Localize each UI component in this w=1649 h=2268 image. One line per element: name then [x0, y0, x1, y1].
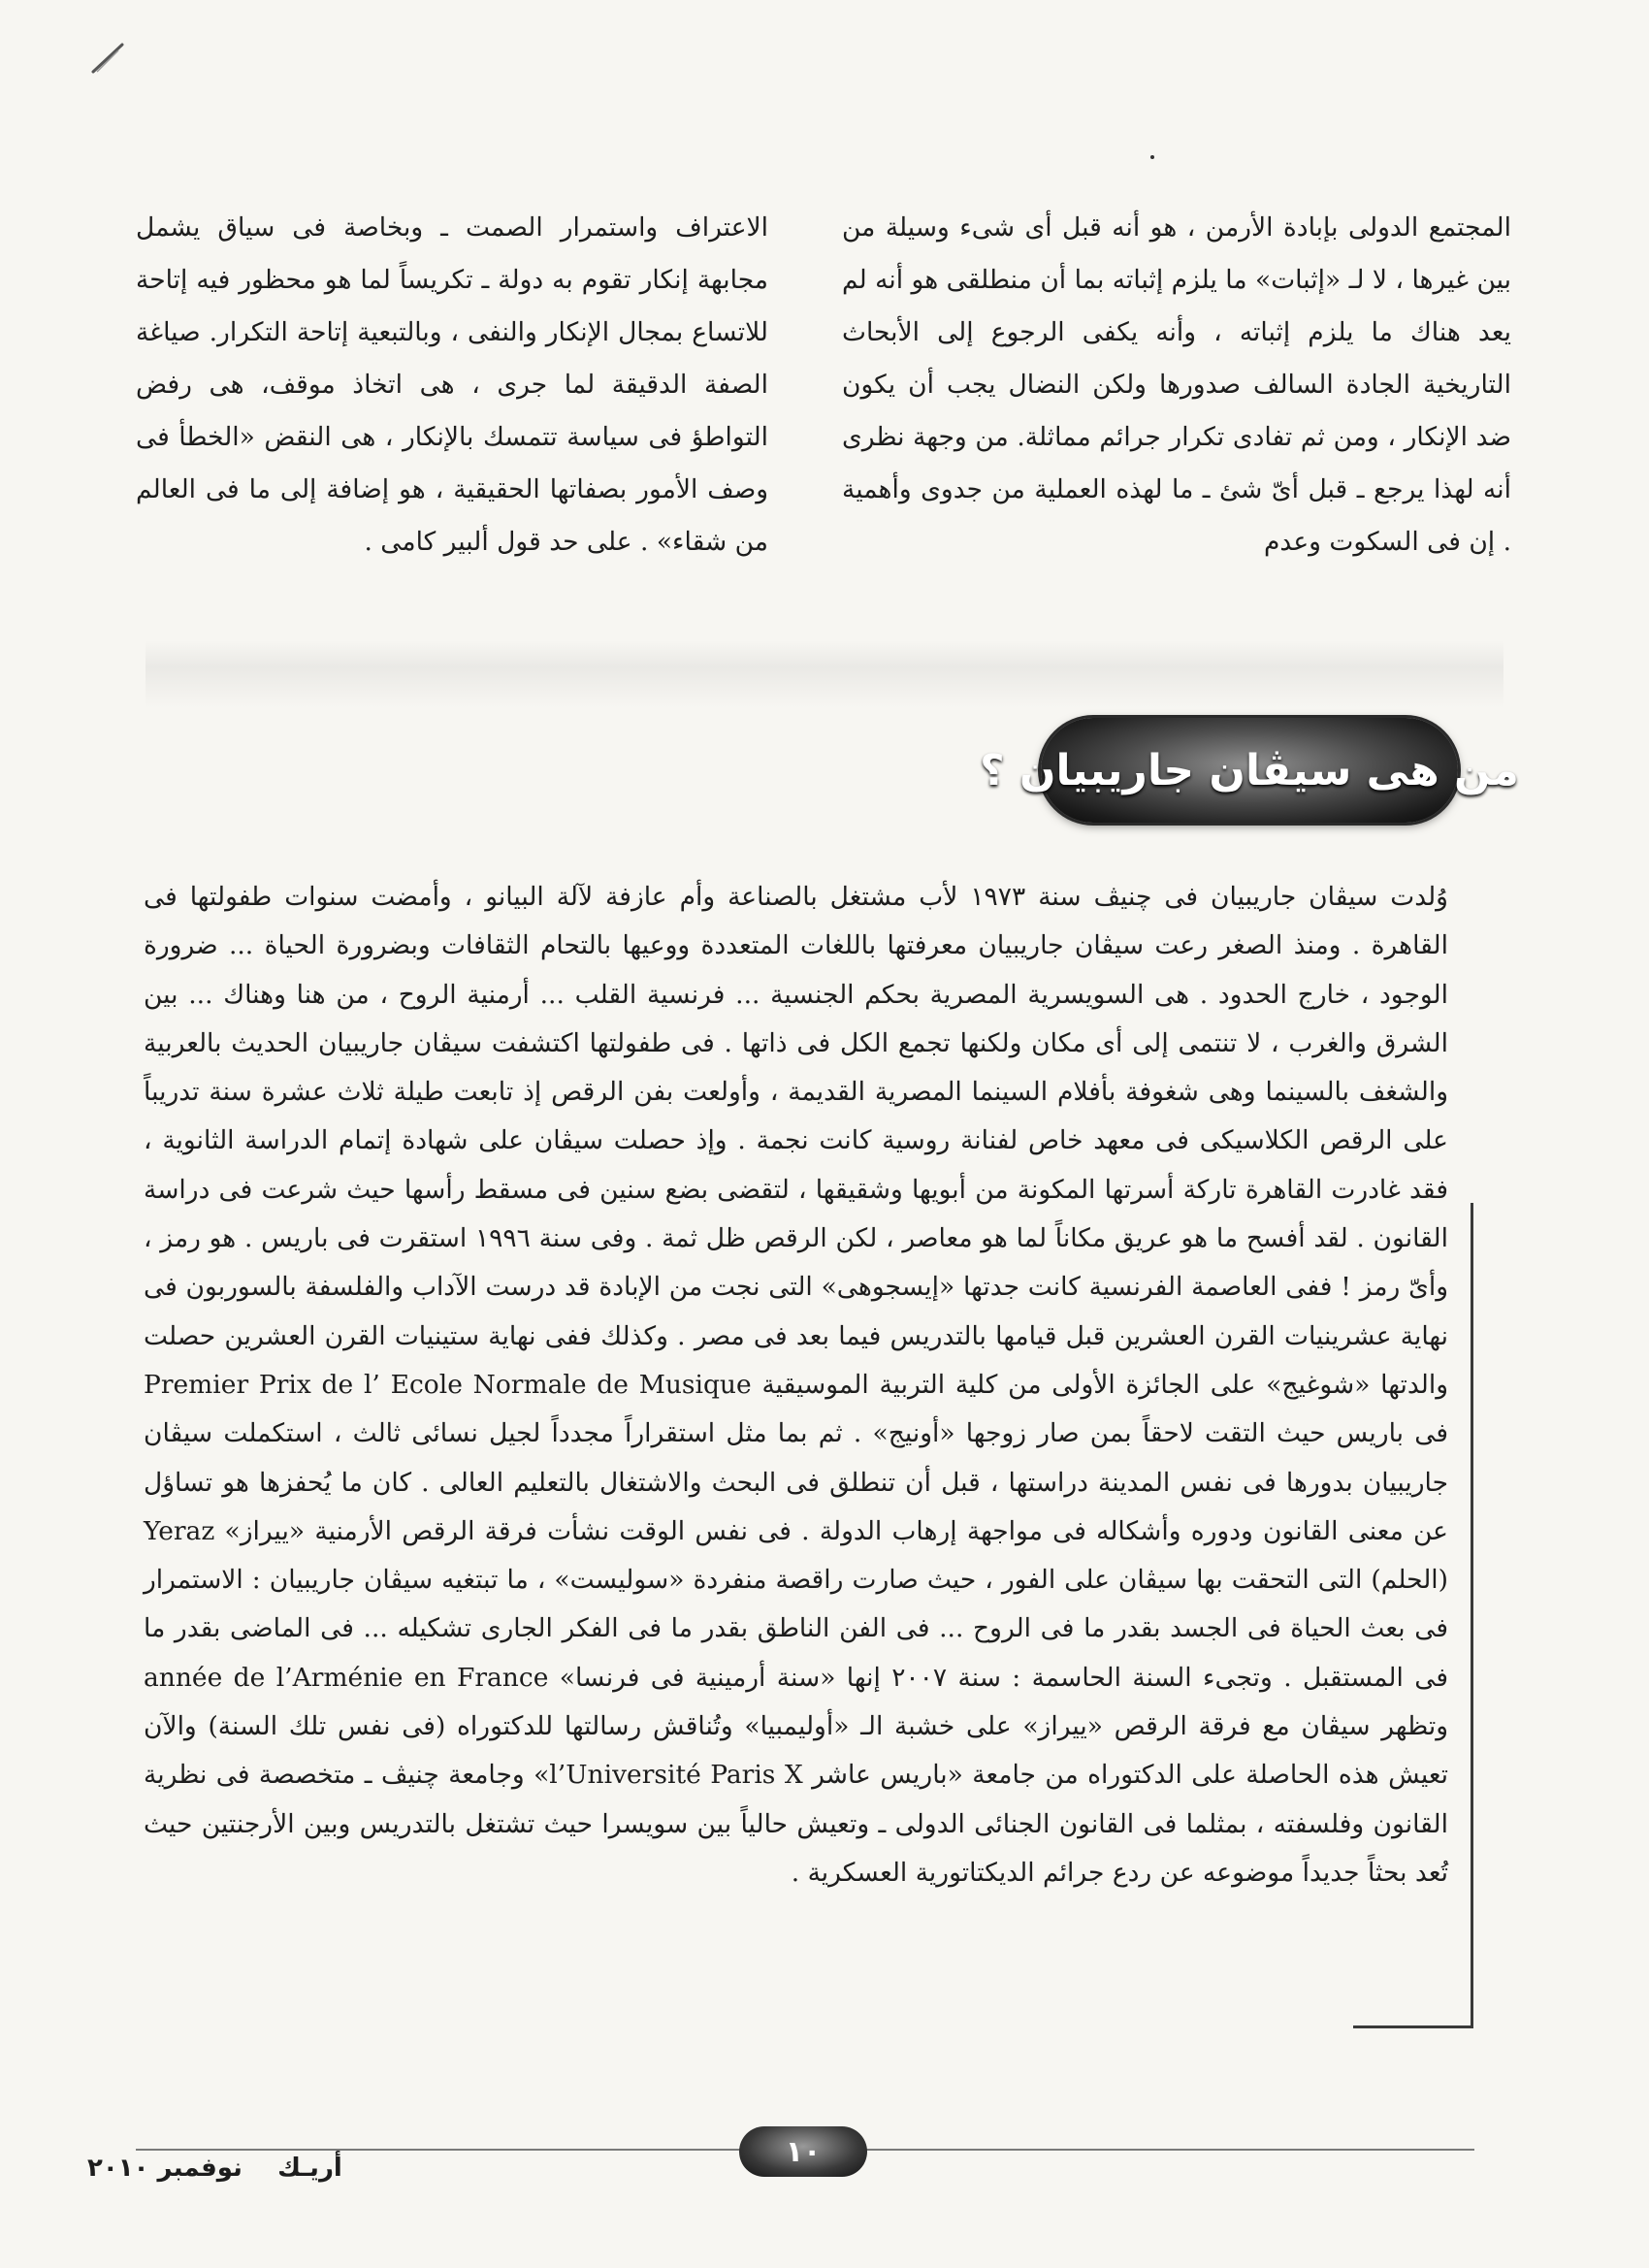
biography-body-text: وُلدت سيڤان جاريبيان فى چنيڤ سنة ١٩٧٣ لأب مشتغل بالصناعة وأم عازفة لآلة البيانو ، وأمضت سنوات طفولتها فى القاهرة . ومنذ الصغر رعت سيڤان جاريبيان معرفتها باللغات المتعددة ووعيها بالتحام الثقافات وبضرورة الحياة ... ضرورة الوجود ، خارج الحدود . هى السويسرية المصرية بحكم الجنسية ... فرنسية القلب ... أرمنية الروح ، من هنا وهناك ... بين الشرق والغرب ، لا تنتمى إلى أى مكان ولكنها تجمع الكل فى ذاتها . فى طفولتها اكتشفت سيڤان جاريبيان الحديث بالعربية والشغف بالسينما وهى شغوفة بأفلام السينما المصرية القديمة ، وأولعت بفن الرقص إذ تابعت طيلة ثلاث عشرة سنة تدريباً على الرقص الكلاسيكى فى معهد خاص لفنانة روسية كانت نجمة . وإذ حصلت سيڤان على شهادة إتمام الدراسة الثانوية ، فقد غادرت القاهرة تاركة أسرتها المكونة من أبويها وشقيقها ، لتقضى بضع سنين فى مسقط رأسها حيث شرعت فى دراسة القانون . لقد أفسح ما هو عريق مكاناً لما هو معاصر ، لكن الرقص ظل ثمة . وفى سنة ١٩٩٦ استقرت فى باريس . هو رمز ، وأىّ رمز ! ففى العاصمة الفرنسية كانت جدتها «إيسجوهى» التى نجت من الإبادة قد درست الآداب والفلسفة بالسوربون فى نهاية عشرينيات القرن العشرين قبل قيامها بالتدريس فيما بعد فى مصر . وكذلك ففى نهاية ستينيات القرن العشرين حصلت والدتها «شوغيج» على الجائزة الأولى من كلية التربية الموسيقية Premier Prix de l’ Ecole Normale de Musique فى باريس حيث التقت لاحقاً بمن صار زوجها «أونيج» . ثم بما مثل استقراراً مجدداً لجيل نسائى ثالث ، استكملت سيڤان جاريبيان بدورها فى نفس المدينة دراستها ، قبل أن تنطلق فى البحث والاشتغال بالتعليم العالى . كان ما يُحفزها هو تساؤل عن معنى القانون ودوره وأشكاله فى مواجهة إرهاب الدولة . فى نفس الوقت نشأت فرقة الرقص الأرمنية «ييراز» Yeraz (الحلم) التى التحقت بها سيڤان على الفور ، حيث صارت راقصة منفردة «سوليست» ، ما تبتغيه سيڤان جاريبيان : الاستمرار فى بعث الحياة فى الجسد بقدر ما فى الروح ... فى الفن الناطق بقدر ما فى الفكر الجارى تشكيله ... فى الماضى بقدر ما فى المستقبل . وتجىء السنة الحاسمة : سنة ٢٠٠٧ إنها «سنة أرمينية فى فرنسا» année de l’Arménie en France وتظهر سيڤان مع فرقة الرقص «ييراز» على خشبة الـ «أوليمبيا» وتُناقش رسالتها للدكتوراه (فى نفس تلك السنة) والآن تعيش هذه الحاصلة على الدكتوراه من جامعة «باريس عاشر l’Université Paris X» وجامعة چنيڤ ـ متخصصة فى نظرية القانون وفلسفته ، بمثلما فى القانون الجنائى الدولى ـ وتعيش حالياً بين سويسرا حيث تشتغل بالتدريس وبين الأرجنتين حيث تُعد بحثاً جديداً موضوعه عن ردع جرائم الديكتاتورية العسكرية .: [144, 882, 1449, 1888]
section-heading-badge: [980, 718, 1519, 823]
top-left-column-text: الاعتراف واستمرار الصمت ـ وبخاصة فى سياق يشمل مجابهة إنكار تقوم به دولة ـ تكريساً لما هو محظور فيه إتاحة للاتساع بمجال الإنكار والنفى ، وبالتبعية إتاحة التكرار. صياغة الصفة الدقيقة لما جرى ، هى اتخاذ موقف، هى رفض التواطؤ فى سياسة تتمسك بالإنكار ، هى النقض «الخطأ فى وصف الأمور بصفاتها الحقيقية ، هو إضافة إلى ما فى العالم من شقاء» . على حد قول ألبير كامى .: [136, 212, 768, 557]
margin-bracket-line: [1471, 1203, 1473, 2027]
footer-issue-label: [87, 2154, 342, 2183]
issue-date: نوفمبر ٢٠١٠: [87, 2154, 242, 2183]
magazine-name: أريـك: [277, 2154, 342, 2183]
margin-bracket-foot: [1353, 2025, 1473, 2028]
top-right-column-text: المجتمع الدولى بإبادة الأرمن ، هو أنه قبل أى شىء وسيلة من بين غيرها ، لا لـ «إثبات» ما يلزم إثباته بما أن منطلقى هو أنه لم يعد هناك ما يلزم إثباته ، وأنه يكفى الرجوع إلى الأبحاث التاريخية الجادة السالف صدورها ولكن النضال يجب أن يكون ضد الإنكار ، ومن ثم تفادى تكرار جرائم مماثلة. من وجهة نظرى أنه لهذا يرجع ـ قبل أىّ شئ ـ ما لهذه العملية من جدوى وأهمية . إن فى السكوت وعدم: [842, 212, 1511, 557]
pen-stroke-mark: [89, 39, 128, 78]
page-number: ١٠: [785, 2134, 822, 2169]
stray-dot: [1150, 155, 1154, 159]
scan-noise-band: [146, 640, 1504, 708]
page-number-badge: [739, 2126, 867, 2177]
section-heading: من هى سيڤان جاريبيان ؟: [980, 745, 1519, 795]
